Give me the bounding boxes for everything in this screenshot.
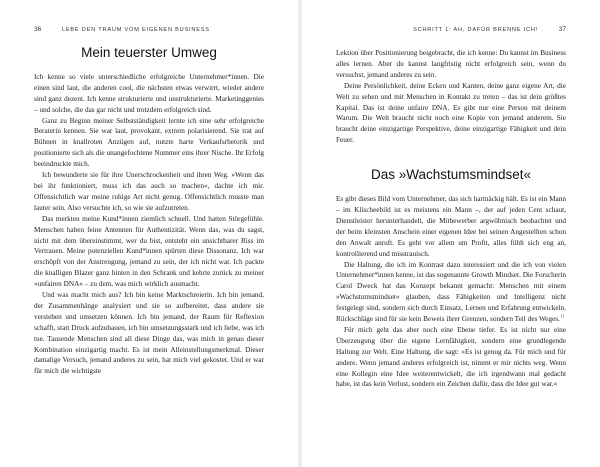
section-heading-left: Mein teuerster Umweg [81, 45, 217, 60]
paragraph: Ich kenne so viele unterschiedliche erfolgreiche Unternehmer*innen. Die einen sind laut, die anderen cool, die nächsten etwas verwirrt, wieder andere sind ganz dezent. Ich kenne strukturierte und unstrukturierte. Marketinggenies – und solche, die das gar nicht und trotzdem erfolgreich sind. [34, 72, 264, 114]
paragraph-text: Die Haltung, die ich im Kontrast dazu interessiert und die ich von vielen Unternehmer*innen kenne, ist das sogenannte Growth Mindset. Die Forscherin Carol Dweck hat das Konzept bekannt gemacht: Menschen mit einem »Wachstumsmindset« glauben, dass Fähigkeiten und Intelligenz nicht festgelegt sind, sondern sich durch Einsatz, Lernen und Erfahrung entwickeln. Rückschläge sind für sie kein Beweis ihrer Grenzen, sondern Teil des Weges. [336, 260, 566, 324]
right-header [413, 26, 566, 33]
left-text-block [34, 45, 264, 377]
right-text-block [336, 48, 566, 390]
footnote-marker[interactable]: 11 [559, 313, 565, 319]
running-head-right: SCHRITT 1: AH, DAFÜR BRENNE ICH! [413, 27, 539, 33]
paragraph: Lektion über Positionierung beigebracht, die ich kenne: Du kannst im Business alles lernen. Aber du kannst langfristig nicht erfolgreich sein, wenn du versuchst, jemand anderes zu sein. [336, 49, 566, 79]
paragraph: Es gibt dieses Bild vom Unternehmer, das sich hartnäckig hält. Es ist ein Mann – im Klischeebild ist es meistens ein Mann –, der auf jeden Cent schaut, Dienstleister herunterhandelt, die Mitbewerber argwöhnisch beobachtet und der beim kleinsten Anschein einer eigenen Idee bei seinen Angestellten schon den Anwalt anruft. Es geht vor allem um Profit, alles fühlt sich eng an, kontrollierend und misstrauisch. [336, 195, 566, 258]
paragraph: Das merkten meine Kund*innen ziemlich schnell. Und hatten Störgefühle. Menschen haben feine Antennen für Authentizität. Wenn das, was du sagst, nicht mit dem übereinstimmt, wer du bist, entsteht ein unsichtbarer Riss im Vertrauen. Meine potenziellen Kund*innen spürten diese Dissonanz. Ich war erschöpft von der Anstrengung, jemand zu sein, der ich nicht war. Ich packte die knalligen Blazer ganz hinten in den Schrank und kehrte zurück zu meiner »unfairen DNA« – zu dem, was mich wirklich ausmacht. [34, 214, 264, 289]
section-heading-right: Das »Wachstumsmindset« [370, 167, 532, 183]
right-page [300, 0, 600, 467]
page-number-right: 37 [558, 26, 566, 33]
left-header [34, 26, 210, 33]
paragraph: Ganz zu Beginn meiner Selbstständigkeit lernte ich eine sehr erfolgreiche Beraterin kennen. Sie war laut, provokant, extrem polarisierend. Sie trat auf Bühnen in knallroten Anzügen auf, nutzte harte Verkaufsrhetorik und positionierte sich als die unangefochtene Nummer eins ihrer Nische. Ihr Erfolg beeindruckte mich. [34, 116, 264, 169]
paragraph: Ich bewunderte sie für ihre Unerschrockenheit und ihren Weg. »Wenn das bei ihr funktioniert, muss ich das auch so machen«, dachte ich mir. Offensichtlich war meine ruhige Art nicht genug. Offensichtlich musste man lauter sein. Also versuchte ich, so wie sie aufzutreten. [34, 171, 264, 212]
paragraph: Und was macht mich aus? Ich bin keine Marktschreierin. Ich bin jemand, der Zusammenhänge analysiert und sie so aufbereitet, dass andere sie verstehen und umsetzen können. Ich bin jemand, der Raum für Reflexion schafft, statt Druck aufzubauen, ich bin umsetzungsstark und ich liebe, was ich tue. Tausende Menschen sind all diese Dinge das, was mich in genau dieser Kombination einzigartig macht. Es ist mein Alleinstellungsmerkmal. Dieser damalige Versuch, jemand anderes zu sein, hat mich viel gekostet. Und er war für mich die wichtigste [34, 291, 264, 376]
paragraph: Deine Persönlichkeit, deine Ecken und Kanten, deine ganz eigene Art, die Welt zu sehen und mit Menschen in Kontakt zu treten – das ist dein größtes Kapital. Das ist deine unfaire DNA. Es gibt nur eine Person mit deinem Warum. Die Welt braucht nicht noch eine Kopie von jemand anderem. Sie braucht deine einzigartige Perspektive, deine einzigartige Fähigkeit und dein Feuer. [336, 81, 566, 145]
paragraph: Für mich geht das aber noch eine Ebene tiefer. Es ist nicht nur eine Überzeugung über die eigene Lernfähigkeit, sondern eine grundlegende Haltung zur Welt. Eine Haltung, die sagt: »Es ist genug da. Für mich und für andere. Wenn jemand anderes erfolgreich ist, nimmt er mir nichts weg. Wenn eine Kollegin eine Idee weiterentwickelt, die ich irgendwann mal gedacht habe, ist das kein Verlust, sondern ein Zeichen dafür, dass die Idee gut war.« [336, 325, 566, 389]
paragraph-with-footnote [336, 260, 566, 325]
running-head-left: LEBE DEN TRAUM VOM EIGENEN BUSINESS [61, 27, 210, 33]
page-number-left: 36 [34, 26, 42, 33]
